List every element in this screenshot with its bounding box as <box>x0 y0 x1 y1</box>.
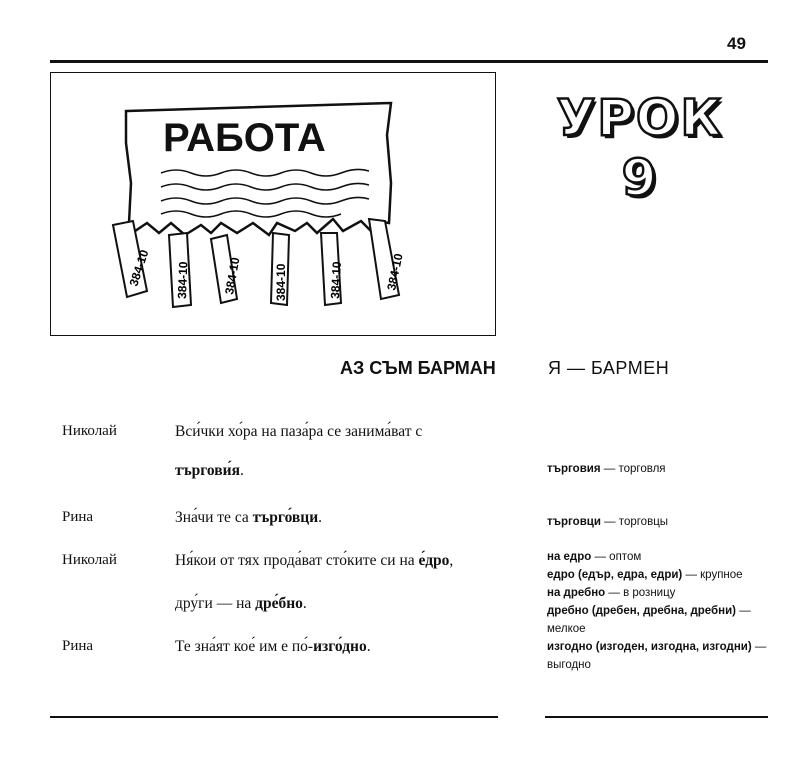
gloss-entry: мелкое <box>547 623 586 635</box>
gloss-entry: выгодно <box>547 659 591 671</box>
gloss-entry: дребно (дребен, дребна, дребни) — <box>547 605 751 617</box>
gloss-entry: на едро — оптом <box>547 551 642 563</box>
lesson-number: 9 <box>621 149 659 207</box>
gloss-entry: на дребно — в розницу <box>547 587 676 599</box>
tab-text: 384-10 <box>384 252 406 292</box>
dialogue-line: търгови́я. <box>175 462 244 479</box>
speaker-name: Николай <box>62 423 117 439</box>
gloss-entry: търговци — торговцы <box>547 516 669 528</box>
bottom-rule-left <box>50 716 498 718</box>
gloss-entry: изгодно (изгоден, изгодна, изгодни) — <box>547 641 767 653</box>
speaker-name: Николай <box>62 552 117 568</box>
tab-6 <box>369 219 406 299</box>
sign-title: РАБОТА <box>163 116 326 160</box>
tab-5 <box>321 233 344 305</box>
headline-bulgarian: АЗ СЪМ БАРМАН <box>340 358 496 378</box>
tab-text: 384-10 <box>222 256 243 296</box>
dialogue-line: Вси́чки хо́ра на паза́ра се занима́ват с <box>175 423 423 440</box>
dialogue-line: Те зна́ят кое́ им е по́-изго́дно. <box>175 638 371 655</box>
gloss-entry: търговия — торговля <box>547 463 666 475</box>
dialogue-line: Ня́кои от тях прода́ват сто́ките си на е́дро, <box>175 552 454 569</box>
dialogue-line: Зна́чи те са търго́вци. <box>175 509 323 526</box>
tab-text: 384-10 <box>274 263 288 301</box>
top-rule <box>50 60 768 63</box>
tab-1 <box>113 221 152 297</box>
speaker-name: Рина <box>62 638 94 654</box>
page-number: 49 <box>727 34 746 53</box>
tab-text: 384-10 <box>126 248 152 288</box>
job-ad-illustration <box>50 72 496 336</box>
gloss-entry: едро (едър, едра, едри) — крупное <box>547 569 743 581</box>
tab-4 <box>271 233 289 305</box>
speaker-name: Рина <box>62 509 94 525</box>
tab-text: 384-10 <box>175 261 191 300</box>
bottom-rule-right <box>545 716 768 718</box>
tab-3 <box>211 235 242 303</box>
dialogue-line: дру́ги — на дре́бно. <box>175 595 307 612</box>
lesson-title <box>535 88 745 208</box>
tab-2 <box>169 233 191 307</box>
job-ad-drawing <box>51 73 497 337</box>
tab-text: 384-10 <box>328 261 344 300</box>
lesson-label: УРОК <box>556 89 724 147</box>
headline-russian: Я — БАРМЕН <box>548 358 670 378</box>
